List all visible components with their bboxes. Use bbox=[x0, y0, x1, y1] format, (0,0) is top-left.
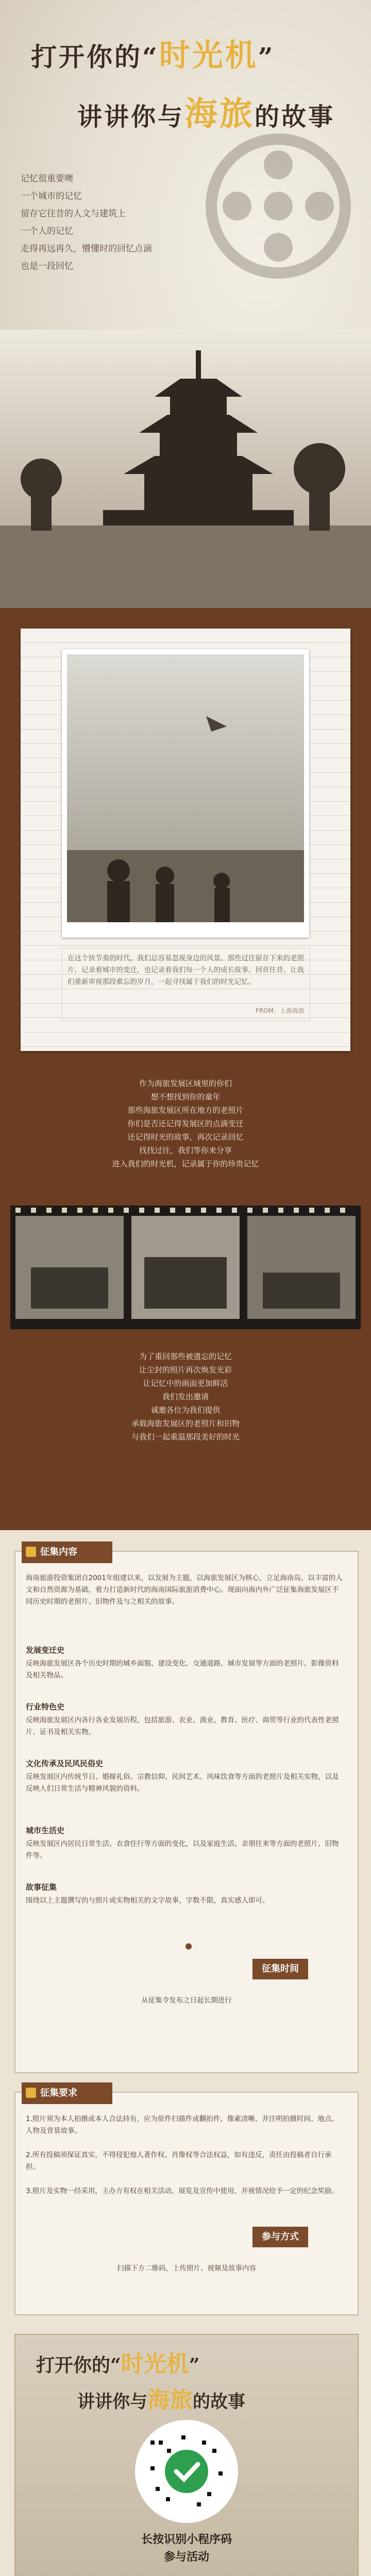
time-text: 从征集令发布之日起长期进行 bbox=[141, 1996, 232, 2005]
notebook-paper bbox=[21, 629, 350, 1051]
section-text: 反映海旅发展区各个历史时期的城乡面貌、建设变化、交通道路、城市发展等方面的老照片、影像资料及相关物品。 bbox=[26, 1659, 339, 1680]
require-box bbox=[14, 2088, 359, 2315]
poster bbox=[14, 2334, 359, 2576]
intro-band bbox=[0, 608, 371, 1530]
quote-card: 在这个快节奏的时代，我们总容易忽视身边的风景。那些过往留存下来的老照片，记录着城市的变迁，也记录着我们每一个人的成长故事。回首往昔，让我们重新审视那段难忘的岁月，一起寻找属于我们的时光记忆。 FROM：上海海旅 bbox=[62, 948, 310, 1021]
section-heading: 城市生活史 bbox=[26, 1826, 65, 1835]
require-item: 1.照片须为本人拍摄或本人合法持有，应为原件扫描件或翻拍件，像素清晰，并注明拍摄时间、地点、人物及背景故事。 bbox=[26, 2115, 339, 2135]
require-tag: 征集要求 bbox=[22, 2082, 112, 2104]
qr-cta-2: 参与活动 bbox=[163, 2551, 209, 2564]
divider-dot bbox=[185, 1943, 192, 1950]
note-icon bbox=[26, 1547, 36, 1557]
info-section bbox=[0, 1530, 371, 2576]
hero-section bbox=[0, 0, 371, 608]
photo-strip bbox=[10, 1206, 361, 1329]
poster-subtitle: 讲讲你与海旅的故事 bbox=[77, 2387, 245, 2413]
poster-title: 打开你的“时光机” bbox=[36, 2351, 200, 2377]
note-icon bbox=[26, 2088, 36, 2098]
section-text: 围绕以上主题撰写的与照片或实物相关的文字故事，字数不限，真实感人即可。 bbox=[26, 1896, 269, 1905]
pagoda-photo bbox=[0, 330, 371, 608]
collect-box bbox=[14, 1547, 359, 2073]
section-text: 反映发展区内居民日常生活、衣食住行等方面的变化，以及家庭生活、亲朋往来等方面的老照片、旧物件等。 bbox=[26, 1840, 339, 1860]
hero-subtitle: 讲讲你与海旅的故事 bbox=[77, 95, 335, 133]
film-reel-icon bbox=[196, 129, 361, 283]
section-heading: 行业特色史 bbox=[26, 1702, 65, 1711]
qr-cta: 长按识别小程序码 bbox=[141, 2533, 232, 2546]
time-ribbon: 征集时间 bbox=[252, 1959, 308, 1979]
section-text: 反映发展区内传统节日、婚嫁礼俗、宗教信仰、民间艺术、风味饮食等方面的老照片及相关实物，以及反映人们日常生活与精神风貌的资料。 bbox=[26, 1773, 339, 1793]
method-ribbon: 参与方式 bbox=[252, 2227, 308, 2247]
collect-tag: 征集内容 bbox=[22, 1541, 112, 1563]
collect-intro: 海南旅游投资集团自2001年组建以来，以发展为主题，以海旅发展区为核心，立足海南岛，以丰富的人文和自然资源为基础，着力打造新时代的海南国际旅游消费中心。现面向海内外广泛征集海旅发展区不同历史时期的老照片、旧物件及与之相关的故事。 bbox=[26, 1574, 343, 1606]
section-heading: 故事征集 bbox=[26, 1883, 57, 1892]
require-item: 2.所有投稿须保证真实，不得侵犯他人著作权、肖像权等合法权益，如有违反，责任由投稿者自行承担。 bbox=[26, 2151, 332, 2171]
hero-title: 打开你的“时光机” bbox=[31, 38, 275, 74]
section-text: 反映海旅发展区内各行各业发展历程，包括旅游、农业、渔业、教育、医疗、商贸等行业的代表性老照片、证书及相关实物。 bbox=[26, 1716, 339, 1736]
kite-photo bbox=[67, 654, 304, 922]
section-heading: 文化传承及民风民俗史 bbox=[26, 1759, 104, 1768]
require-item: 3.照片及实物一经采用，主办方有权在相关活动、展览及宣传中使用，并视情况给予一定的纪念奖励。 bbox=[26, 2187, 339, 2195]
intro-text-1: 作为海旅发展区域里的你们 想不想找到你的童年 那些海旅发展区所在地方的老照片 你们是否还记得发展区的点滴变迁 还记得时光的故事，再次记录回忆 找找过往，我们等你来分享 进入我们的时光机，记录属于你的珍贵记忆 bbox=[112, 1079, 259, 1168]
hero-poem: 记忆很重要噢 一个城市的记忆 留存它往昔的人文与建筑上 一个人的记忆 走得再远再久，懵懂时的回忆点滴 也是一段回忆 bbox=[21, 174, 152, 272]
qr-code[interactable] bbox=[135, 2420, 238, 2523]
section-heading: 发展变迁史 bbox=[26, 1646, 65, 1655]
old-photo-frame bbox=[62, 649, 309, 938]
intro-text-2: 为了重回那些被遗忘的记忆 让尘封的照片再次焕发光彩 让记忆中的画面更加鲜活 我们发出邀请 诚邀各位为我们提供 承载海旅发展区的老照片和旧物 与我们一起重温那段美好的时光 bbox=[131, 1352, 240, 1442]
method-text: 扫描下方二维码，上传照片、视频及故事内容 bbox=[117, 2264, 256, 2273]
